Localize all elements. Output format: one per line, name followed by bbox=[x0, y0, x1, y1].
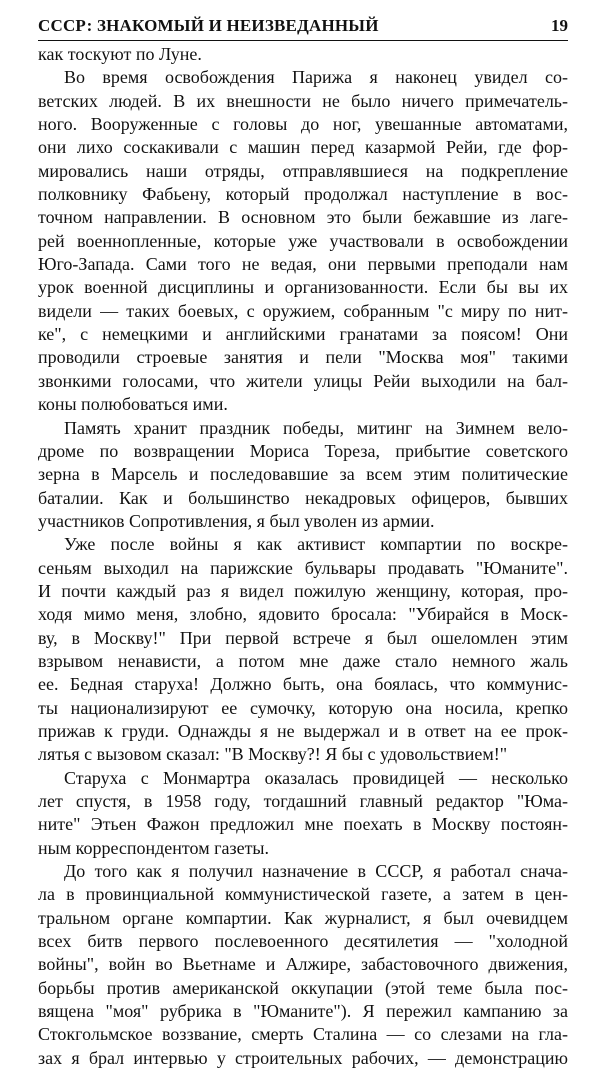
text-line: коны полюбоваться ими. bbox=[38, 394, 228, 415]
text-line: ного. Вооруженные с головы до ног, увешанные автоматами, bbox=[38, 114, 568, 135]
text-line: ву, в Москву!" При первой встрече я был ошеломлен этим bbox=[38, 627, 568, 648]
text-line: ветских людей. В их внешности не было ничего примечатель- bbox=[38, 90, 568, 111]
text-line: всех битв первого послевоенного десятилетия — "холодной bbox=[38, 931, 568, 952]
text-line: Во время освобождения Парижа я наконец увидел со- bbox=[64, 67, 568, 88]
text-line: ла в провинциальной коммунистической газете, а затем в цен- bbox=[38, 884, 568, 905]
text-line: лет спустя, в 1958 году, тогдашний главный редактор "Юма- bbox=[38, 791, 568, 811]
text-line: урок военной дисциплины и организованности. Если бы вы их bbox=[38, 277, 568, 298]
text-line: взрывом ненависти, а потом мне даже стало немного жаль bbox=[38, 650, 568, 671]
text-line: войны", войн во Вьетнаме и Алжире, забастовочного движения, bbox=[38, 954, 568, 975]
text-line: прижав к груди. Однажды я не выдержал и в ответ на ее прок- bbox=[38, 720, 568, 741]
text-line: лятья с вызовом сказал: "В Москву?! Я бы с удовольствием!" bbox=[38, 744, 508, 765]
text-line: Стокгольмское воззвание, смерть Сталина — со слезами на гла- bbox=[38, 1024, 568, 1045]
text-line: ходя мимо меня, злобно, ядовито бросала: "Убирайся в Моск- bbox=[38, 604, 568, 625]
text-line: Уже после войны я как активист компартии по воскре- bbox=[64, 534, 568, 555]
text-line: ее. Бедная старуха! Должно быть, она боялась, что коммунис- bbox=[38, 674, 568, 695]
text-line: И почти каждый раз я видел пожилую женщину, которая, про- bbox=[38, 580, 568, 601]
text-line: ните" Этьен Фажон предложил мне поехать в Москву постоян- bbox=[38, 814, 568, 835]
text-line: точном направлении. В основном это были бежавшие из лаге- bbox=[38, 207, 568, 228]
text-line: тральном органе компартии. Как журналист, я был очевидцем bbox=[38, 907, 568, 928]
text-line: Юго-Запада. Сами того не ведая, они первыми преподали нам bbox=[38, 254, 568, 275]
text-line: ты национализируют ее сумочку, которую она носила, крепко bbox=[38, 697, 568, 718]
text-line: Старуха с Монмартра оказалась провидицей — несколько bbox=[64, 767, 568, 788]
text-line: борьбы против американской оккупации (этой теме была пос- bbox=[38, 977, 568, 998]
text-line: ным корреспондентом газеты. bbox=[38, 837, 270, 858]
text-line: баталии. Как и большинство некадровых офицеров, бывших bbox=[38, 487, 568, 508]
text-line: зах я брал интервью у строительных рабочих, — демонстрацию bbox=[38, 1047, 568, 1068]
text-line: дроме по возвращении Мориса Тореза, прибытие советского bbox=[38, 440, 568, 461]
text-line: До того как я получил назначение в СССР, я работал снача- bbox=[64, 861, 568, 882]
book-page bbox=[38, 0, 568, 1068]
text-line: сеньям выходил на парижские бульвары продавать "Юманите". bbox=[38, 557, 568, 578]
text-line: проводили строевые занятия и пели "Москва моя" такими bbox=[38, 347, 568, 368]
text-line: ке", с немецкими и английскими гранатами за поясом! Они bbox=[38, 324, 568, 345]
running-title: СССР: ЗНАКОМЫЙ И НЕИЗВЕДАННЫЙ bbox=[38, 16, 379, 35]
text-line: видели — таких боевых, с оружием, собранным "с миру по нит- bbox=[38, 300, 568, 321]
text-line: Память хранит праздник победы, митинг на Зимнем вело- bbox=[64, 417, 568, 438]
page-number: 19 bbox=[551, 16, 568, 35]
text-line: полковнику Фабьену, который продолжал наступление в вос- bbox=[38, 184, 568, 205]
text-line: как тоскуют по Луне. bbox=[38, 44, 202, 64]
text-line: рей военнопленные, которые уже участвовали в освобождении bbox=[38, 230, 568, 251]
text-line: мировались наши отряды, отправлявшиеся на подкрепление bbox=[38, 160, 568, 181]
text-line: зерна в Марсель и последовавшие за всем этим политические bbox=[38, 464, 568, 485]
text-line: вящена "моя" рубрика в "Юманите"). Я пережил кампанию за bbox=[38, 1001, 568, 1022]
text-line: участников Сопротивления, я был уволен из армии. bbox=[38, 510, 435, 531]
text-line: звонкими голосами, что жители улицы Рейи выходили на бал- bbox=[38, 370, 568, 391]
text-line: они лихо соскакивали с машин перед казармой Рейи, где фор- bbox=[38, 137, 568, 158]
running-header bbox=[38, 14, 568, 41]
body-text bbox=[38, 43, 568, 1070]
